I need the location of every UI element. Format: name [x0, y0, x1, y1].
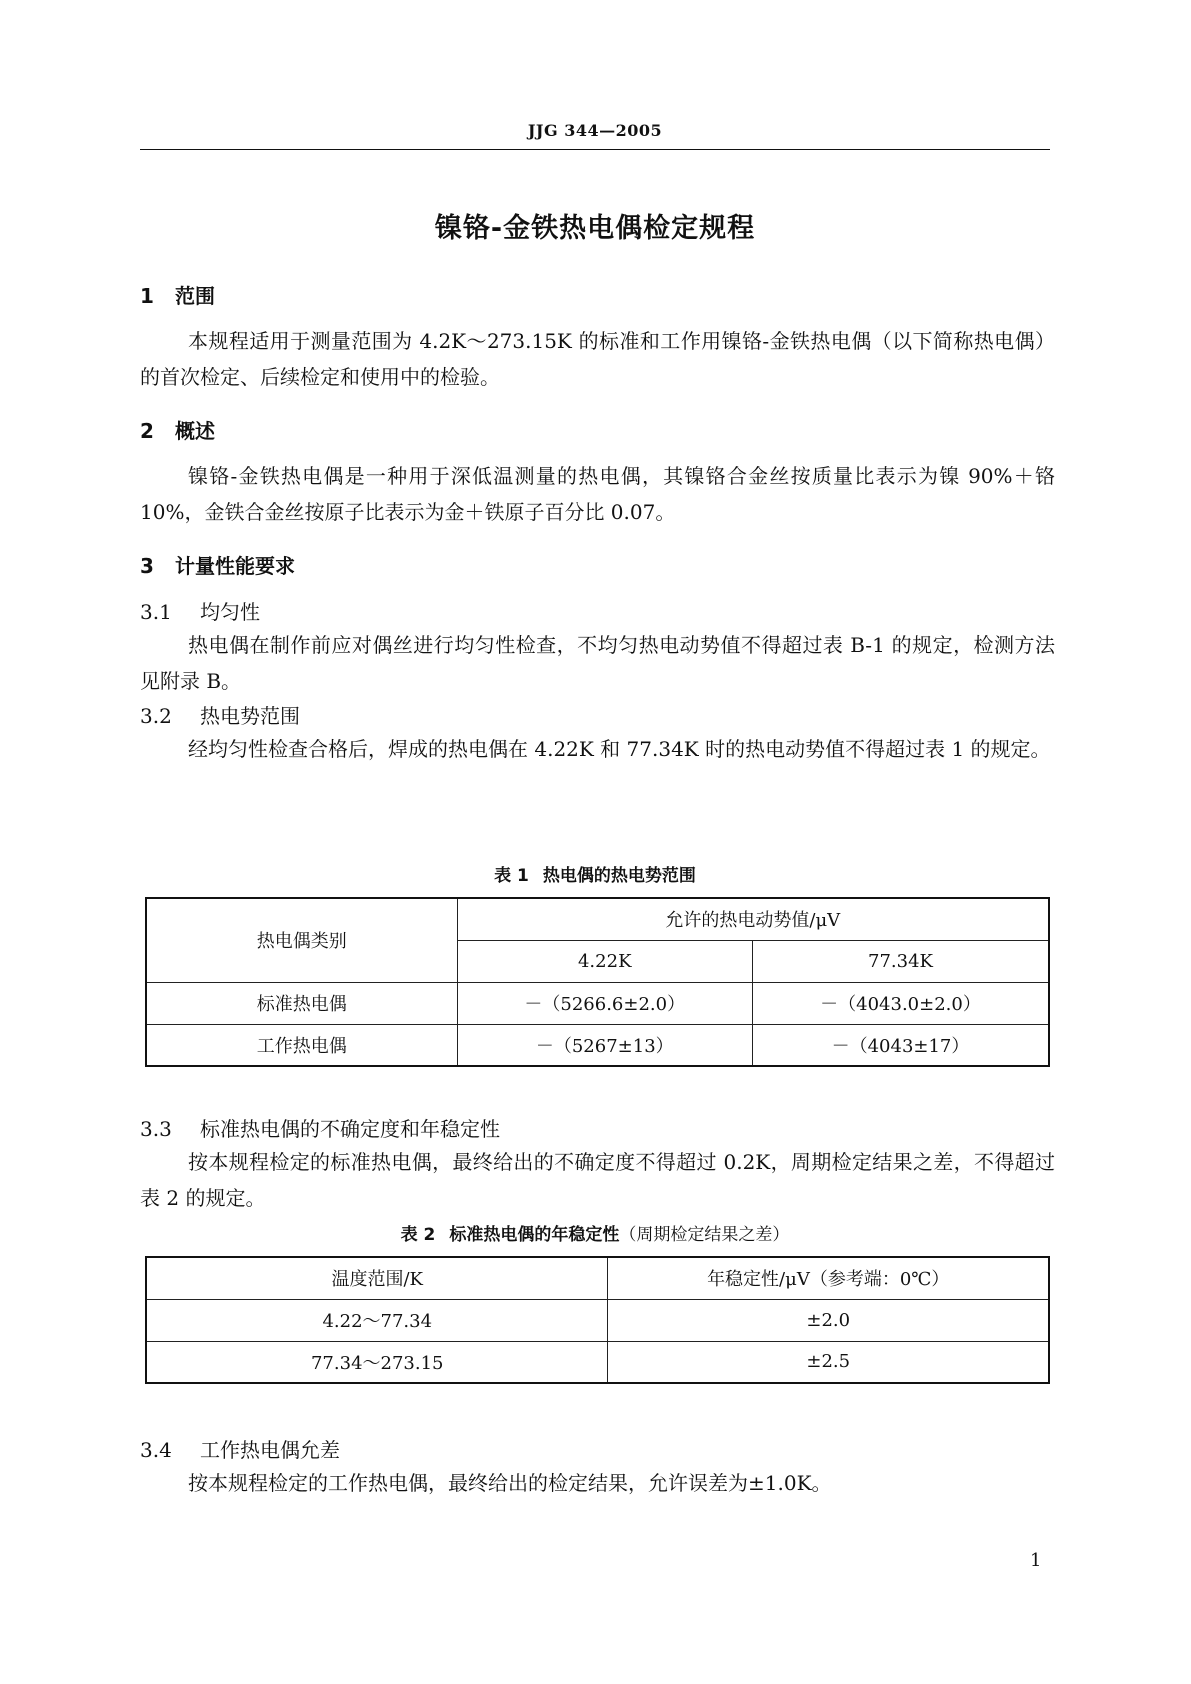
- table-header-row: [146, 898, 1049, 940]
- table-header-cell: 年稳定性/μV（参考端：0℃）: [608, 1257, 1049, 1299]
- table-cell: －（4043.0±2.0）: [753, 982, 1050, 1024]
- subsection-title: 标准热电偶的不确定度和年稳定性: [200, 1117, 500, 1141]
- table-subtitle: （周期检定结果之差）: [619, 1225, 790, 1245]
- subsection-title: 工作热电偶允差: [200, 1438, 340, 1462]
- table-1: [145, 897, 1050, 1067]
- table-header-cell: 允许的热电动势值/μV: [457, 898, 1049, 940]
- section-title: 计量性能要求: [175, 554, 295, 578]
- document-title: 镍铬-金铁热电偶检定规程: [434, 213, 756, 244]
- table-header-cell: 4.22K: [457, 940, 752, 982]
- table-1-caption: [140, 861, 1050, 886]
- section-number: 2: [140, 419, 154, 443]
- page-number: 1: [1030, 1550, 1042, 1571]
- table-row: [146, 982, 1049, 1024]
- subsection-3-4-paragraph: 按本规程检定的工作热电偶，最终给出的检定结果，允许误差为±1.0K。: [188, 1471, 832, 1495]
- table-cell: 77.34～273.15: [146, 1341, 608, 1383]
- subsection-3-1-paragraph: 热电偶在制作前应对偶丝进行均匀性检查，不均匀热电动势值不得超过表 B-1 的规定，检测方法见附录 B。: [140, 633, 1055, 693]
- table-header-row: [146, 1257, 1049, 1299]
- subsection-number: 3.2: [140, 704, 172, 728]
- table-row: [146, 1024, 1049, 1066]
- table-cell: ±2.0: [608, 1299, 1049, 1341]
- table-cell: 标准热电偶: [146, 982, 457, 1024]
- table-header-cell: 温度范围/K: [146, 1257, 608, 1299]
- subsection-number: 3.3: [140, 1117, 172, 1141]
- section-1-paragraph: 本规程适用于测量范围为 4.2K～273.15K 的标准和工作用镍铬-金铁热电偶（以下简称热电偶）的首次检定、后续检定和使用中的检验。: [140, 329, 1055, 389]
- table-label: 表 2: [400, 1225, 436, 1245]
- subsection-3-4-heading: [140, 1434, 340, 1463]
- table-cell: 4.22～77.34: [146, 1299, 608, 1341]
- section-title: 概述: [175, 419, 215, 443]
- table-2-caption: [140, 1220, 1050, 1245]
- section-2-heading: [140, 415, 215, 444]
- table-title: 热电偶的热电势范围: [542, 866, 696, 886]
- subsection-3-3-paragraph: 按本规程检定的标准热电偶，最终给出的不确定度不得超过 0.2K，周期检定结果之差，不得超过表 2 的规定。: [140, 1150, 1055, 1210]
- table-header-cell: 热电偶类别: [146, 898, 457, 982]
- section-title: 范围: [175, 284, 215, 308]
- subsection-3-3-heading: [140, 1113, 500, 1142]
- subsection-title: 热电势范围: [200, 704, 300, 728]
- table-cell: ±2.5: [608, 1341, 1049, 1383]
- table-2: [145, 1256, 1050, 1384]
- table-label: 表 1: [494, 866, 529, 886]
- table-title: 标准热电偶的年稳定性: [449, 1225, 620, 1245]
- subsection-3-2-heading: [140, 700, 300, 729]
- table-cell: －（4043±17）: [753, 1024, 1050, 1066]
- table-cell: －（5267±13）: [457, 1024, 752, 1066]
- table-row: [146, 1341, 1049, 1383]
- table-cell: －（5266.6±2.0）: [457, 982, 752, 1024]
- subsection-title: 均匀性: [200, 600, 260, 624]
- subsection-number: 3.4: [140, 1438, 172, 1462]
- header-rule: [140, 149, 1050, 150]
- subsection-3-2-paragraph: 经均匀性检查合格后，焊成的热电偶在 4.22K 和 77.34K 时的热电动势值不得超过表 1 的规定。: [188, 737, 1051, 761]
- section-1-heading: [140, 280, 215, 309]
- section-3-heading: [140, 550, 295, 579]
- subsection-number: 3.1: [140, 600, 172, 624]
- section-2-paragraph: 镍铬-金铁热电偶是一种用于深低温测量的热电偶，其镍铬合金丝按质量比表示为镍 90%＋铬 10%，金铁合金丝按原子比表示为金＋铁原子百分比 0.07。: [140, 464, 1055, 524]
- table-cell: 工作热电偶: [146, 1024, 457, 1066]
- table-row: [146, 1299, 1049, 1341]
- running-header: JJG 344—2005: [527, 121, 663, 140]
- table-header-cell: 77.34K: [753, 940, 1050, 982]
- section-number: 3: [140, 554, 154, 578]
- section-number: 1: [140, 284, 154, 308]
- subsection-3-1-heading: [140, 596, 260, 625]
